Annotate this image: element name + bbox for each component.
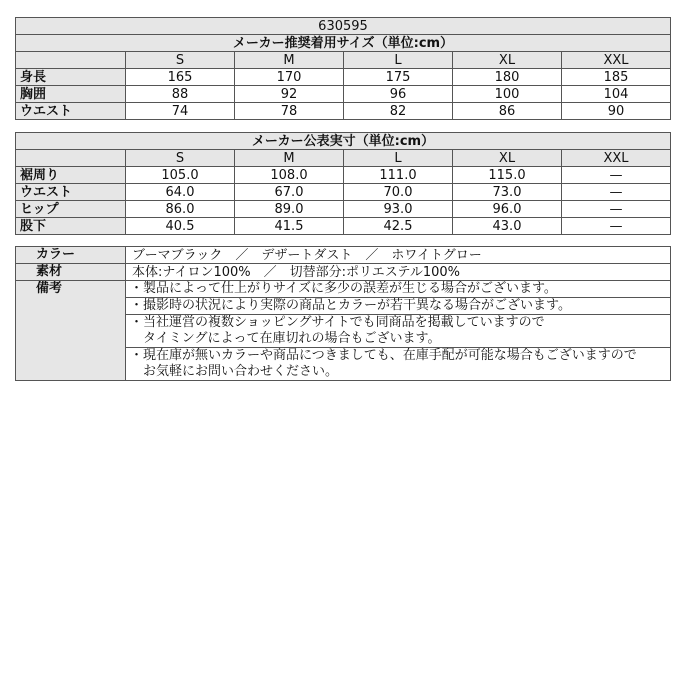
cell: 73.0 — [453, 184, 562, 201]
row-label: 身長 — [16, 69, 126, 86]
cell: 86 — [453, 103, 562, 120]
note-item — [126, 315, 671, 348]
row-label: 裾周り — [16, 167, 126, 184]
cell: 90 — [562, 103, 671, 120]
cell: 104 — [562, 86, 671, 103]
size-header-row — [16, 52, 671, 69]
cell: 40.5 — [126, 218, 235, 235]
recommended-title: メーカー推奨着用サイズ（単位:cm） — [16, 35, 671, 52]
note-line: ・製品によって仕上がりサイズに多少の誤差が生じる場合がございます。 — [130, 281, 557, 296]
row-label: ヒップ — [16, 201, 126, 218]
note-item — [126, 298, 671, 315]
table-row — [16, 103, 671, 120]
material-value: 本体:ナイロン100% ／ 切替部分:ポリエステル100% — [126, 264, 671, 281]
cell: — — [562, 167, 671, 184]
cell: 105.0 — [126, 167, 235, 184]
cell: 88 — [126, 86, 235, 103]
cell: 93.0 — [344, 201, 453, 218]
row-label: 股下 — [16, 218, 126, 235]
cell: 86.0 — [126, 201, 235, 218]
cell: 74 — [126, 103, 235, 120]
cell: 43.0 — [453, 218, 562, 235]
table-row — [16, 69, 671, 86]
cell: 78 — [235, 103, 344, 120]
cell: 42.5 — [344, 218, 453, 235]
actual-size-table — [15, 132, 671, 235]
cell: 70.0 — [344, 184, 453, 201]
recommended-size-table — [15, 17, 671, 120]
cell: 108.0 — [235, 167, 344, 184]
size-header: S — [126, 52, 235, 69]
cell: 115.0 — [453, 167, 562, 184]
product-code: 630595 — [16, 18, 671, 35]
size-header: M — [235, 52, 344, 69]
cell: — — [562, 184, 671, 201]
notes-row — [16, 281, 671, 298]
table-row — [16, 184, 671, 201]
size-header: M — [235, 150, 344, 167]
size-header: S — [126, 150, 235, 167]
cell: 165 — [126, 69, 235, 86]
cell: 67.0 — [235, 184, 344, 201]
notes-label: 備考 — [16, 281, 126, 381]
cell: 64.0 — [126, 184, 235, 201]
actual-title: メーカー公表実寸（単位:cm） — [16, 133, 671, 150]
row-label: ウエスト — [16, 184, 126, 201]
note-line: ・撮影時の状況により実際の商品とカラーが若干異なる場合がございます。 — [130, 298, 571, 313]
cell: 92 — [235, 86, 344, 103]
cell: 185 — [562, 69, 671, 86]
cell: — — [562, 201, 671, 218]
table-row — [16, 167, 671, 184]
size-header: XXL — [562, 150, 671, 167]
table-row — [16, 86, 671, 103]
cell: 96 — [344, 86, 453, 103]
size-header-row — [16, 150, 671, 167]
note-line: ・当社運営の複数ショッピングサイトでも同商品を掲載していますので — [130, 315, 545, 330]
cell: 111.0 — [344, 167, 453, 184]
table-row — [16, 201, 671, 218]
cell: 170 — [235, 69, 344, 86]
size-header: L — [344, 52, 453, 69]
color-row — [16, 247, 671, 264]
color-value: ブーマブラック ／ デザートダスト ／ ホワイトグロー — [126, 247, 671, 264]
cell: 82 — [344, 103, 453, 120]
product-info-table — [15, 246, 671, 381]
table-row — [16, 218, 671, 235]
note-item — [126, 348, 671, 381]
row-label: 胸囲 — [16, 86, 126, 103]
cell: 96.0 — [453, 201, 562, 218]
color-label: カラー — [16, 247, 126, 264]
material-label: 素材 — [16, 264, 126, 281]
material-row — [16, 264, 671, 281]
cell: 89.0 — [235, 201, 344, 218]
size-header: XL — [453, 52, 562, 69]
size-header: XL — [453, 150, 562, 167]
note-item — [126, 281, 671, 298]
note-line: タイミングによって在庫切れの場合もございます。 — [130, 331, 441, 346]
size-header: XXL — [562, 52, 671, 69]
cell: 175 — [344, 69, 453, 86]
note-line: ・現在庫が無いカラーや商品につきましても、在庫手配が可能な場合もございますので — [130, 348, 637, 363]
cell: 41.5 — [235, 218, 344, 235]
cell: 180 — [453, 69, 562, 86]
note-line: お気軽にお問い合わせください。 — [130, 364, 339, 379]
cell: 100 — [453, 86, 562, 103]
row-label: ウエスト — [16, 103, 126, 120]
cell: — — [562, 218, 671, 235]
size-header: L — [344, 150, 453, 167]
